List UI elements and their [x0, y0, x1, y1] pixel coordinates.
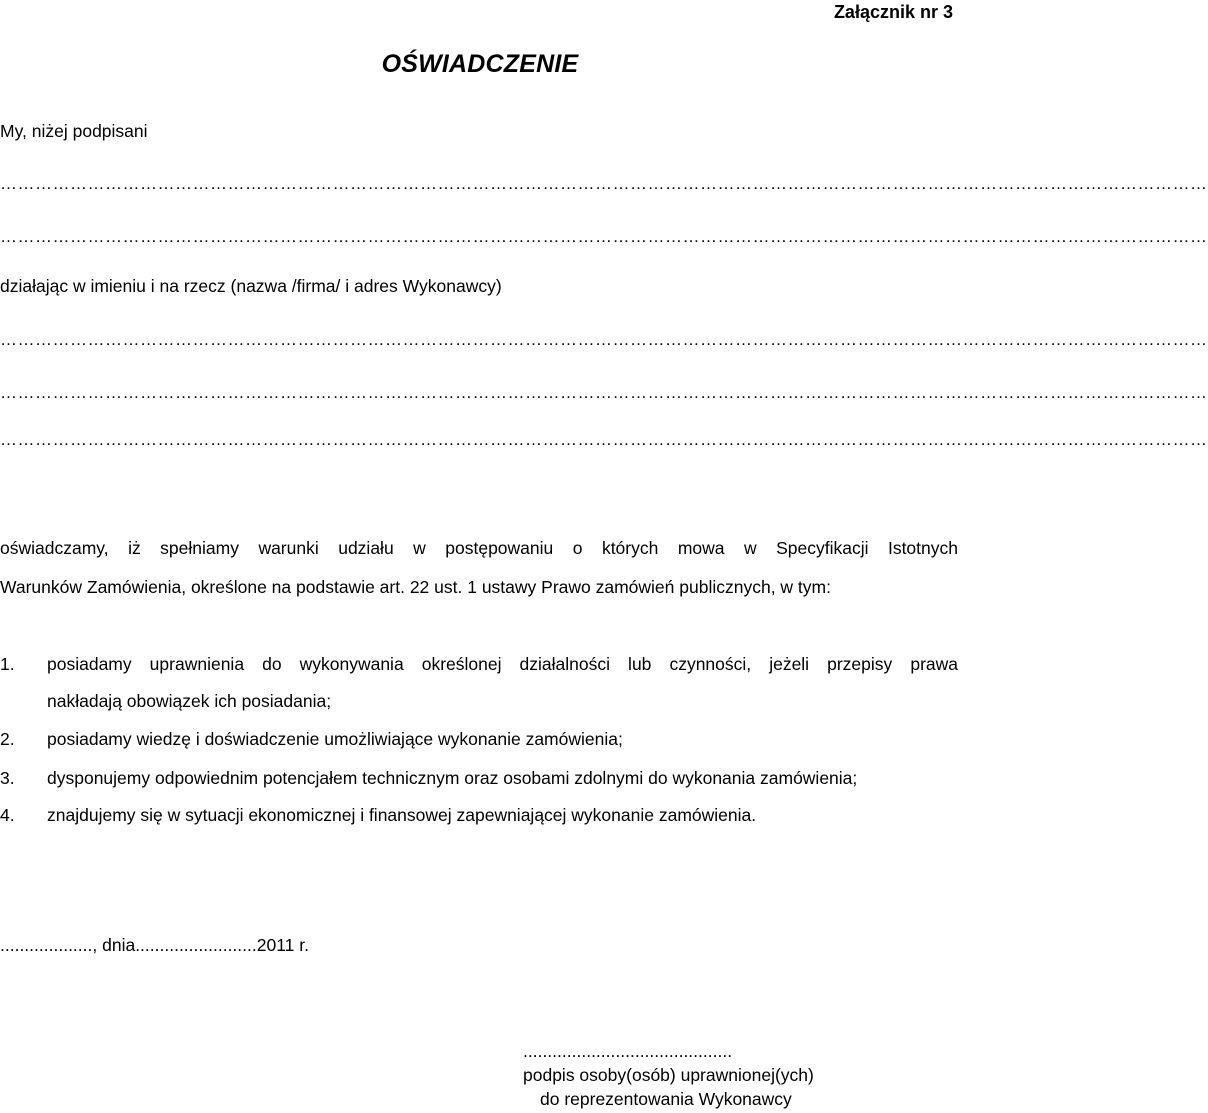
list-item-text: posiadamy wiedzę i doświadczenie umożliwiające wykonanie zamówienia;	[47, 729, 623, 749]
signature-line: ...........................................	[523, 1041, 733, 1061]
list-item-number: 3.	[0, 768, 15, 788]
contractor-line-3: ………………………………………………………………………………………………………………………………………………………………………………………	[0, 430, 1208, 449]
page-title: OŚWIADCZENIE	[381, 50, 579, 78]
declaration-line-1: oświadczamy, iż spełniamy warunki udziału w postępowaniu o których mowa w Specyfikacji Istotnych	[0, 538, 958, 558]
list-item-text: dysponujemy odpowiednim potencjałem technicznym oraz osobami zdolnymi do wykonania zamówienia;	[47, 768, 858, 788]
list-item-text: znajdujemy się w sytuacji ekonomicznej i finansowej zapewniającej wykonanie zamówienia.	[47, 805, 757, 825]
list-item-number: 2.	[0, 729, 15, 749]
declaration-line-2: Warunków Zamówienia, określone na podstawie art. 22 ust. 1 ustawy Prawo zamówień publicznych, w tym:	[0, 577, 831, 597]
signatory-line-1: ………………………………………………………………………………………………………………………………………………………………………………………	[0, 174, 1208, 193]
place-date-line: ..................., dnia.........................2011 r.	[0, 935, 309, 955]
signatory-line-2: ………………………………………………………………………………………………………………………………………………………………………………………	[0, 227, 1208, 246]
list-item-number: 4.	[0, 805, 15, 825]
signature-caption-2: do reprezentowania Wykonawcy	[540, 1089, 792, 1109]
list-item-text-continued: nakładają obowiązek ich posiadania;	[47, 691, 332, 711]
contractor-line-1: ………………………………………………………………………………………………………………………………………………………………………………………	[0, 330, 1208, 349]
list-item-text: posiadamy uprawnienia do wykonywania określonej działalności lub czynności, jeżeli przepisy prawa	[47, 654, 958, 674]
contractor-line-2: ………………………………………………………………………………………………………………………………………………………………………………………	[0, 383, 1208, 402]
signature-caption-1: podpis osoby(osób) uprawnionej(ych)	[523, 1065, 814, 1085]
intro-text: My, niżej podpisani	[0, 121, 148, 141]
list-item-number: 1.	[0, 654, 15, 674]
acting-on-behalf-text: działając w imieniu i na rzecz (nazwa /firma/ i adres Wykonawcy)	[0, 276, 502, 296]
attachment-number: Załącznik nr 3	[833, 2, 953, 22]
